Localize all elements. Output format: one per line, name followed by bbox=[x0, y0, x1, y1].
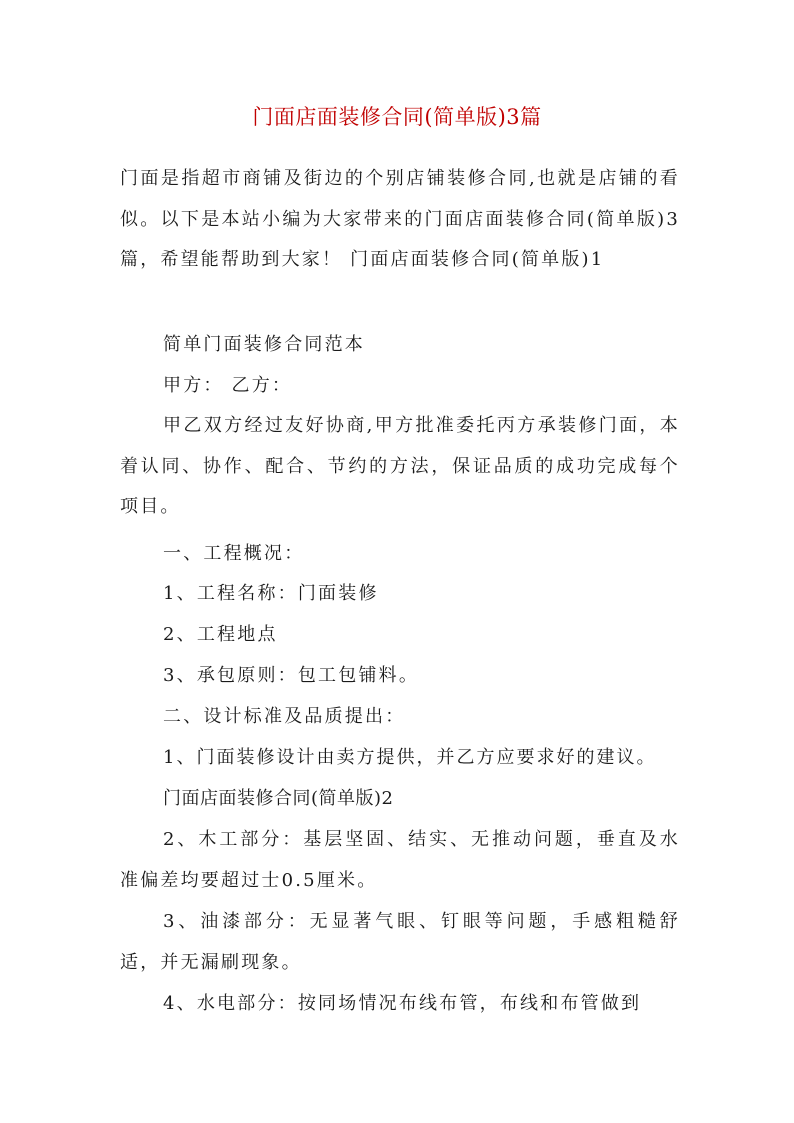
list-item: 1、门面装修设计由卖方提供，并乙方应要求好的建议。 bbox=[163, 747, 657, 768]
list-item: 2、木工部分：基层坚固、结实、无推动问题，垂直及水准偏差均要超过士0.5厘米。 bbox=[120, 829, 680, 891]
intro-paragraph: 门面是指超市商铺及街边的个别店铺装修合同,也就是店铺的看似。以下是本站小编为大家带来的门面店面装修合同(简单版)3篇，希望能帮助到大家！ 门面店面装修合同(简单版)1 bbox=[120, 168, 680, 270]
list-item: 1、工程名称：门面装修 bbox=[163, 583, 379, 604]
parties-line: 甲方： 乙方： bbox=[163, 375, 293, 396]
list-item: 3、承包原则：包工包铺料。 bbox=[163, 665, 420, 686]
list-item: 2、工程地点 bbox=[163, 624, 278, 645]
document-title: 门面店面装修合同(简单版)3篇 bbox=[252, 105, 542, 129]
section-heading-overview: 一、工程概况： bbox=[163, 543, 305, 564]
subtitle-contract-2: 门面店面装修合同(简单版)2 bbox=[163, 788, 394, 809]
list-item: 3、油漆部分：无显著气眼、钉眼等问题，手感粗糙舒适，并无漏刷现象。 bbox=[120, 911, 680, 973]
list-item: 4、水电部分：按同场情况布线布管，布线和布管做到 bbox=[163, 993, 642, 1014]
preamble-paragraph: 甲乙双方经过友好协商,甲方批准委托丙方承装修门面，本着认同、协作、配合、节约的方法，保证品质的成功完成每个项目。 bbox=[120, 415, 680, 517]
contract-title: 简单门面装修合同范本 bbox=[163, 334, 365, 355]
section-heading-standards: 二、设计标准及品质提出： bbox=[163, 706, 406, 727]
